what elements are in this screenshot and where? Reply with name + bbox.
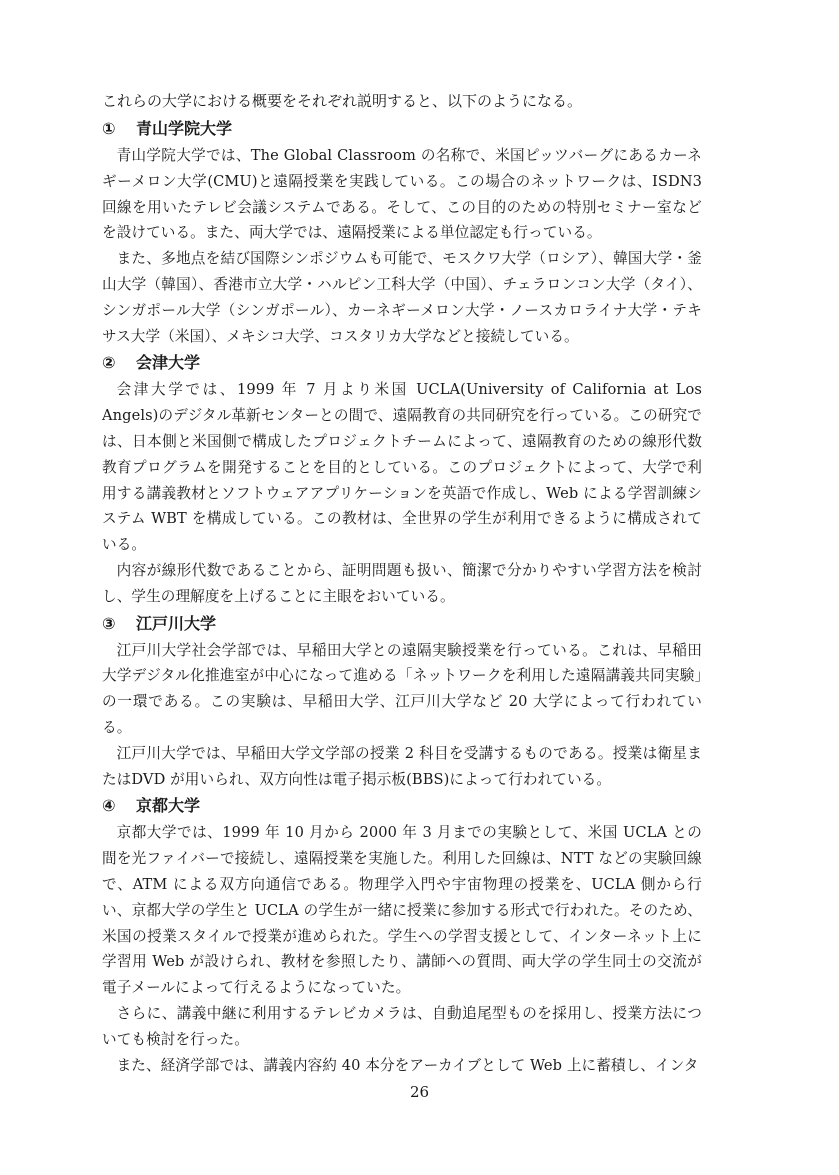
paragraph: 江戸川大学社会学部では、早稲田大学との遠隔実験授業を行っている。これは、早稲田大学デジタル化推進室が中心になって進める「ネットワークを利用した遠隔講義共同実験」の一環である。この実験は、早稲田大学、江戸川大学など 20 大学によって行われている。: [102, 641, 702, 736]
section-kyoto: [102, 792, 702, 1078]
section-aoyama: [102, 115, 702, 349]
page-content: [102, 88, 702, 1078]
paragraph: さらに、講義中継に利用するテレビカメラは、自動追尾型ものを採用し、授業方法についても検討を行った。: [102, 1004, 702, 1048]
section-title: 青山学院大学: [136, 119, 233, 138]
section-heading: [102, 610, 702, 638]
paragraph: また、経済学部では、講義内容約 40 本分をアーカイブとして Web 上に蓄積し、インタ: [116, 1056, 699, 1074]
paragraph: また、多地点を結び国際シンポジウムも可能で、モスクワ大学（ロシア）、韓国大学・釜山大学（韓国）、香港市立大学・ハルピン工科大学（中国）、チェラロンコン大学（タイ）、シンガポール大学（シンガポール）、カーネギーメロン大学・ノースカロライナ大学・テキサス大学（米国）、メキシコ大学、コスタリカ大学などと接続している。: [102, 250, 702, 345]
section-heading: [102, 349, 702, 377]
section-edogawa: [102, 610, 702, 793]
paragraph: 会津大学では、1999 年 7 月より米国 UCLA(University of California at Los Angels)のデジタル革新センターとの間で、遠隔教育の共同研究を行っている。この研究では、日本側と米国側で構成したプロジェクトチームによって、遠隔教育のための線形代数教育プログラムを開発することを目的としている。このプロジェクトによって、大学で利用する講義教材とソフトウェアアプリケーションを英語で作成し、Web による学習訓練システム WBT を構成している。この教材は、全世界の学生が利用できるように構成されている。: [102, 381, 702, 554]
section-number: ①: [102, 119, 116, 138]
paragraph: 内容が線形代数であることから、証明問題も扱い、簡潔で分かりやすい学習方法を検討し、学生の理解度を上げることに主眼をおいている。: [102, 561, 702, 605]
page-number: 26: [409, 1083, 430, 1101]
section-heading: [102, 792, 702, 820]
section-title: 江戸川大学: [136, 613, 217, 633]
section-number: ②: [102, 353, 116, 373]
section-title: 会津大学: [136, 353, 201, 373]
paragraph: 青山学院大学では、The Global Classroom の名称で、米国ピッツバーグにあるカーネギーメロン大学(CMU)と遠隔授業を実践している。この場合のネットワークは、ISDN3 回線を用いたテレビ会議システムである。そして、この目的のための特別セミナー室などを設けている。また、両大学では、遠隔授業による単位認定も行っている。: [102, 147, 702, 242]
paragraph: 江戸川大学では、早稲田大学文学部の授業 2 科目を受講するものである。授業は衛星またはDVD が用いられ、双方向性は電子掲示板(BBS)によって行われている。: [102, 744, 702, 788]
section-aizu: [102, 349, 702, 609]
section-number: ③: [102, 613, 116, 633]
intro-text: これらの大学における概要をそれぞれ説明すると、以下のようになる。: [102, 92, 583, 110]
section-title: 京都大学: [136, 796, 201, 816]
paragraph: 京都大学では、1999 年 10 月から 2000 年 3 月までの実験として、米国 UCLA との間を光ファイバーで接続し、遠隔授業を実施した。利用した回線は、NTT などの実験回線で、ATM による双方向通信である。物理学入門や宇宙物理の授業を、UCLA 側から行い、京都大学の学生と UCLA の学生が一緒に授業に参加する形式で行われた。そのため、米国の授業スタイルで授業が進められた。学生への学習支援として、インターネット上に学習用 Web が設けられ、教材を参照したり、講師への質問、両大学の学生同士の交流が電子メールによって行えるようになっていた。: [102, 824, 702, 997]
section-number: ④: [102, 796, 116, 816]
section-heading: [102, 115, 702, 143]
